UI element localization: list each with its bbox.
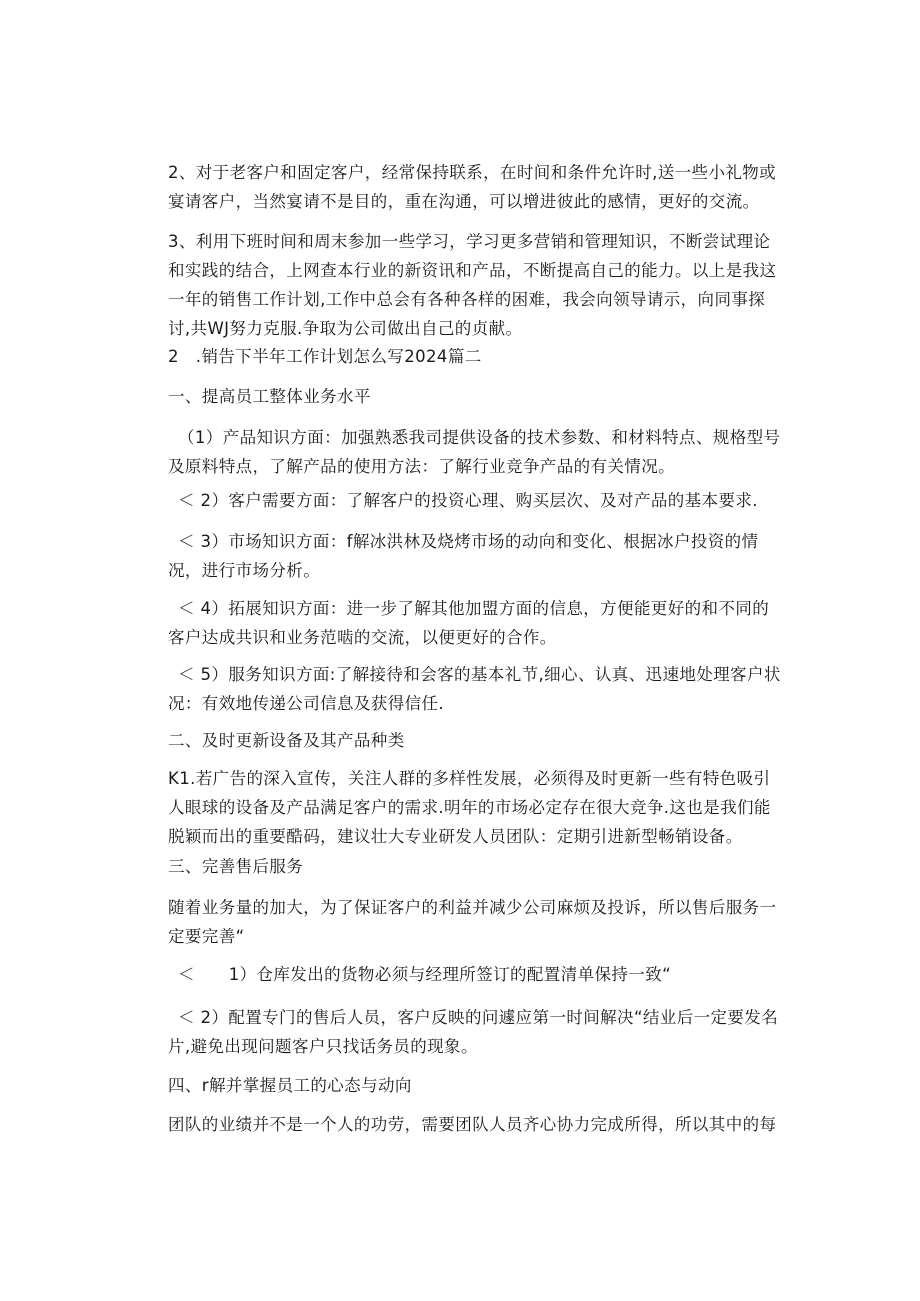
heading-staff-mindset: 四、r解并掌握员工的心态与动向 [168,1076,412,1095]
paragraph-after-sales-staff: ＜ 2）配置专门的售后人员，客户反映的问遽应第一时间解决“结业后一定要发名片,避免出现问题客户只找话务员的现象。 [168,1008,779,1056]
paragraph-customer-needs: ＜ 2）客户需要方面：了解客户的投资心理、购买层次、及对产品的基本要求. [178,491,758,510]
heading-after-sales-service: 三、完善售后服务 [168,857,304,876]
paragraph-product-knowledge: （1）产品知识方面：加强熟悉我司提供设备的技术参数、和材料特点、规格型号及原料特点，了解产品的使用方法：了解行业竞争产品的有关情况。 [168,428,781,476]
paragraph-advertising: K1.若广告的深入宣传，关注人群的多样性发展，必须得及时更新一些有特色吸引人眼球的设备及产品满足客户的需求.明年的市场必定存在很大竞争.这也是我们能脱颖而出的重要酷码，建议壮大专业研发人员团队：定期引进新型畅销设备。 [168,769,771,846]
heading-improve-staff-level: 一、提高员工整体业务水平 [168,387,371,406]
paragraph-market-knowledge: ＜ 3）市场知识方面：f解冰洪林及烧烤市场的动向和变化、根据冰户投资的情况，进行市场分析。 [168,532,759,580]
paragraph-warehouse-goods: ＜ 1）仓库发出的货物必须与经理所签订的配置清单保持一致“ [178,965,672,984]
paragraph-old-customers: 2、对于老客户和固定客户，经常保持联系，在时间和条件允许时,送一些小礼物或宴请客户，当然宴请不是目的，重在沟通，可以增进彼此的感情，更好的交流。 [168,163,777,211]
paragraph-business-growth: 随着业务量的加大，为了保证客户的利益并减少公司麻烦及投诉，所以售后服务一定要完善“ [168,898,777,946]
heading-update-equipment: 二、及时更新设备及其产品种类 [168,731,405,750]
paragraph-service-knowledge: ＜ 5）服务知识方面:了解接待和会客的基本礼节,细心、认真、迅速地处理客户状况：有效地传递公司信息及获得信任. [168,665,781,713]
paragraph-study-after-work: 3、利用下班时间和周末参加一些学习，学习更多营销和管理知识，不断尝试理论和实践的结合，上网查本行业的新资讯和产品，不断提高自己的能力。以上是我这一年的销售工作计划,工作中总会有各种各样的困难，我会向领导请示，向同事探讨,共WJ努力克服.争取为公司做出自己的贞献。 [168,232,777,338]
section-title-part-two: 2 .销告下半年工作计划怎么写2024篇二 [168,347,482,366]
paragraph-expansion-knowledge: ＜ 4）拓展知识方面：进一步了解其他加盟方面的信息，方便能更好的和不同的客户达成共识和业务范啮的交流，以便更好的合作。 [168,599,770,647]
paragraph-team-performance: 团队的业绩并不是一个人的功劳，需要团队人员齐心协力完成所得，所以其中的每 [168,1115,777,1134]
